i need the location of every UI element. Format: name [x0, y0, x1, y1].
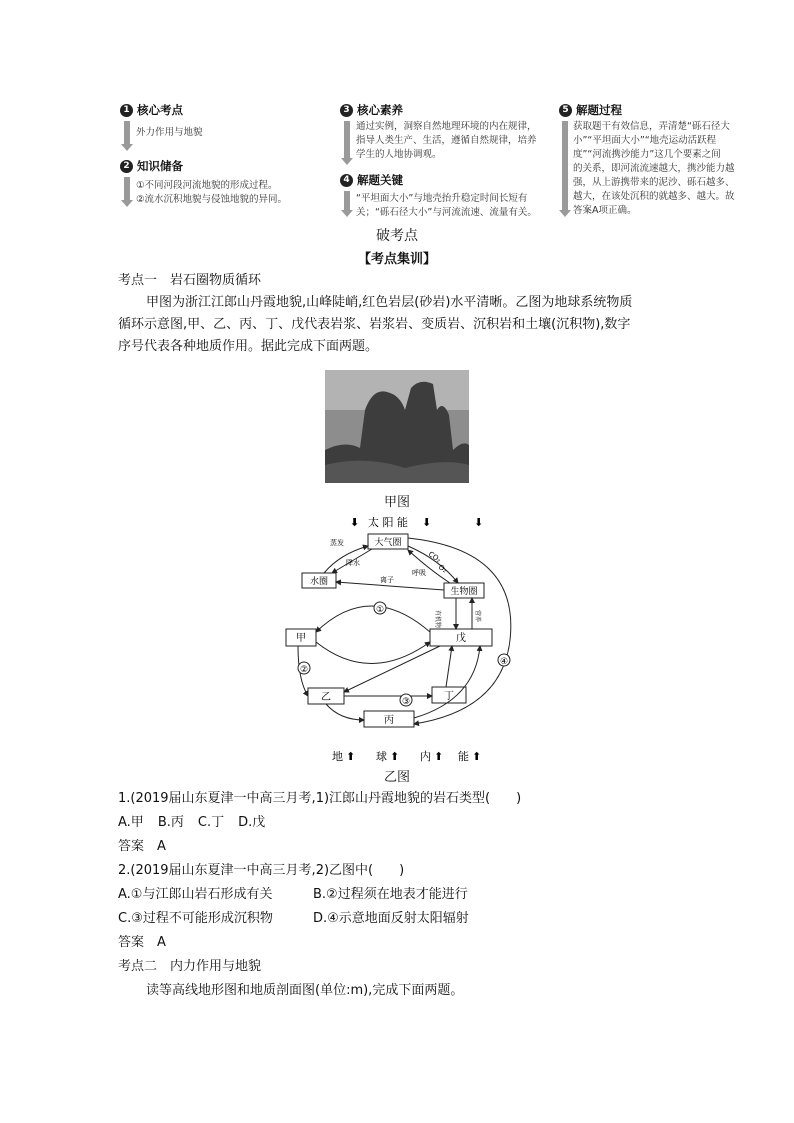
text-line: 甲图为浙江江郎山丹霞地貌,山峰陡峭,红色岩层(砂岩)水平清晰。乙图为地球系统物质 — [146, 295, 633, 310]
down-arrow-icon — [124, 121, 130, 145]
number-badge: 2 — [120, 160, 133, 173]
box-yi-label: 乙 — [321, 692, 331, 703]
label-nutrient: 营养 — [474, 610, 481, 623]
text-line: 学生的人地协调观。 — [356, 149, 442, 160]
option: C.丁 — [197, 815, 225, 830]
text-line: ①不同河段河流地貌的形成过程。 — [136, 180, 278, 191]
question-2: 2.(2019届山东夏津一中高三月考,2)乙图中( ) — [118, 863, 405, 878]
paragraph: 读等高线地形图和地质剖面图(单位:m),完成下面两题。 — [146, 983, 464, 998]
up-arrow-icon: ⬆ — [390, 750, 400, 763]
option: A.①与江郎山岩石形成有关 — [118, 887, 273, 902]
kaodian-title: 考点二 内力作用与地貌 — [118, 959, 262, 974]
number-badge: 1 — [120, 104, 133, 117]
bottom-label-4: 能 — [458, 750, 469, 763]
section-lines — [356, 192, 537, 220]
label-co2: CO₂ — [426, 550, 443, 565]
section-title: 解题关键 — [357, 173, 403, 187]
section-title: 核心考点 — [137, 103, 183, 117]
label-n3: ③ — [401, 697, 411, 707]
number-badge: 5 — [559, 104, 572, 117]
biosphere-label: 生物圈 — [450, 587, 478, 597]
text-line: 度”“河流携沙能力”这几个要素之间 — [573, 149, 721, 160]
label-rain: 降水 — [346, 559, 360, 567]
question-1-options — [118, 812, 265, 834]
section-text: 外力作用与地貌 — [136, 127, 203, 138]
top-label: 太 阳 能 — [368, 516, 408, 529]
label-n1: ① — [375, 605, 385, 615]
label-ion: 离子 — [380, 576, 394, 584]
text-line: 答案A项正确。 — [573, 205, 637, 216]
bottom-label-1: 地 — [332, 750, 343, 763]
section-title: 解题过程 — [576, 103, 622, 117]
section-lines — [573, 120, 735, 218]
section-core-point — [120, 102, 183, 118]
up-arrow-icon: ⬆ — [472, 750, 482, 763]
arrow-yi-bing — [326, 704, 364, 720]
down-arrow-icon — [124, 177, 130, 201]
text-line: 序号代表各种地质作用。据此完成下面两题。 — [118, 339, 379, 354]
rock-cycle-diagram — [280, 510, 520, 768]
arrow-icon: ⬇ — [422, 516, 432, 529]
option: B.丙 — [157, 815, 184, 830]
text-line: 强，从上游携带来的泥沙、砾石越多、 — [573, 177, 735, 188]
text-line: 通过实例，洞察自然地理环境的内在规律， — [356, 121, 537, 132]
box-ding-label: 丁 — [444, 691, 454, 702]
paragraph — [118, 292, 688, 358]
text-line: 指导人类生产、生活，遵循自然规律，培养 — [356, 135, 537, 146]
arrow-wu-yi — [344, 646, 440, 692]
page-heading: 破考点 — [376, 228, 418, 244]
label-n4: ④ — [499, 657, 509, 667]
text-line: 关；“砾石径大小”与河流流速、流量有关。 — [356, 207, 537, 218]
option: A.甲 — [118, 815, 144, 830]
atmosphere-label: 大气圈 — [374, 538, 402, 548]
hydrosphere-label: 水圈 — [309, 577, 329, 587]
section-title: 核心素养 — [357, 103, 403, 117]
answer-1: 答案 A — [118, 839, 166, 854]
number-badge: 4 — [340, 174, 353, 187]
text-line: 获取题干有效信息，弄清楚“砾石径大 — [573, 121, 730, 132]
text-line: 循环示意图,甲、乙、丙、丁、戊代表岩浆、岩浆岩、变质岩、沉积岩和土壤(沉积物),数字 — [118, 317, 631, 332]
option: D.戊 — [238, 815, 266, 830]
bottom-label-2: 球 — [376, 750, 387, 763]
arrow-icon: ⬇ — [350, 516, 360, 529]
arrow-icon: ⬇ — [474, 516, 484, 529]
down-arrow-icon — [562, 121, 568, 211]
text-line: 的关系，即河流流速越大，携沙能力越 — [573, 163, 735, 174]
option: B.②过程须在地表才能进行 — [313, 887, 468, 902]
kaodian-title: 考点一 岩石圈物质循环 — [118, 273, 262, 288]
figure-caption: 甲图 — [383, 495, 410, 510]
down-arrow-icon — [344, 191, 350, 211]
label-o2: O₂ — [436, 563, 449, 575]
section-lines — [356, 120, 537, 162]
label-n2: ② — [299, 665, 309, 675]
sub-heading: 【考点集训】 — [357, 252, 436, 267]
label-breathe: 呼吸 — [412, 569, 426, 577]
section-lines — [136, 179, 287, 207]
answer-2: 答案 A — [118, 935, 166, 950]
arrow-jia-wu — [316, 642, 430, 664]
section-title: 知识储备 — [137, 159, 183, 173]
section-literacy — [340, 102, 403, 118]
label-organic: 有机物 — [434, 610, 441, 629]
text-line: ②流水沉积地貌与侵蚀地貌的异同。 — [136, 194, 288, 205]
up-arrow-icon: ⬆ — [346, 750, 356, 763]
rock-peak-image — [325, 370, 469, 483]
danxia-photo — [325, 370, 469, 483]
down-arrow-icon — [344, 121, 350, 159]
question-1: 1.(2019届山东夏津一中高三月考,1)江郎山丹霞地貌的岩石类型( ) — [118, 791, 522, 806]
text-line: 小”“平坦面大小”“地壳运动活跃程 — [573, 135, 717, 146]
box-jia-label: 甲 — [296, 633, 306, 644]
box-wu-label: 戊 — [456, 633, 466, 644]
bottom-label-3: 内 — [420, 750, 431, 763]
figure-caption: 乙图 — [383, 770, 410, 785]
number-badge: 3 — [340, 104, 353, 117]
arrow-ding-wu — [446, 646, 452, 687]
section-key — [340, 172, 403, 188]
arrow-process-1 — [316, 606, 430, 632]
up-arrow-icon: ⬆ — [434, 750, 444, 763]
section-process — [559, 102, 622, 118]
section-knowledge — [120, 158, 183, 174]
box-bing-label: 丙 — [384, 715, 394, 726]
text-line: 越大，在该处沉积的就越多、越大。故 — [573, 191, 735, 202]
option: C.③过程不可能形成沉积物 — [118, 911, 273, 926]
text-line: “平坦面大小”与地壳抬升稳定时间长短有 — [356, 193, 528, 204]
label-evap: 蒸发 — [330, 539, 344, 547]
option: D.④示意地面反射太阳辐射 — [313, 911, 469, 926]
